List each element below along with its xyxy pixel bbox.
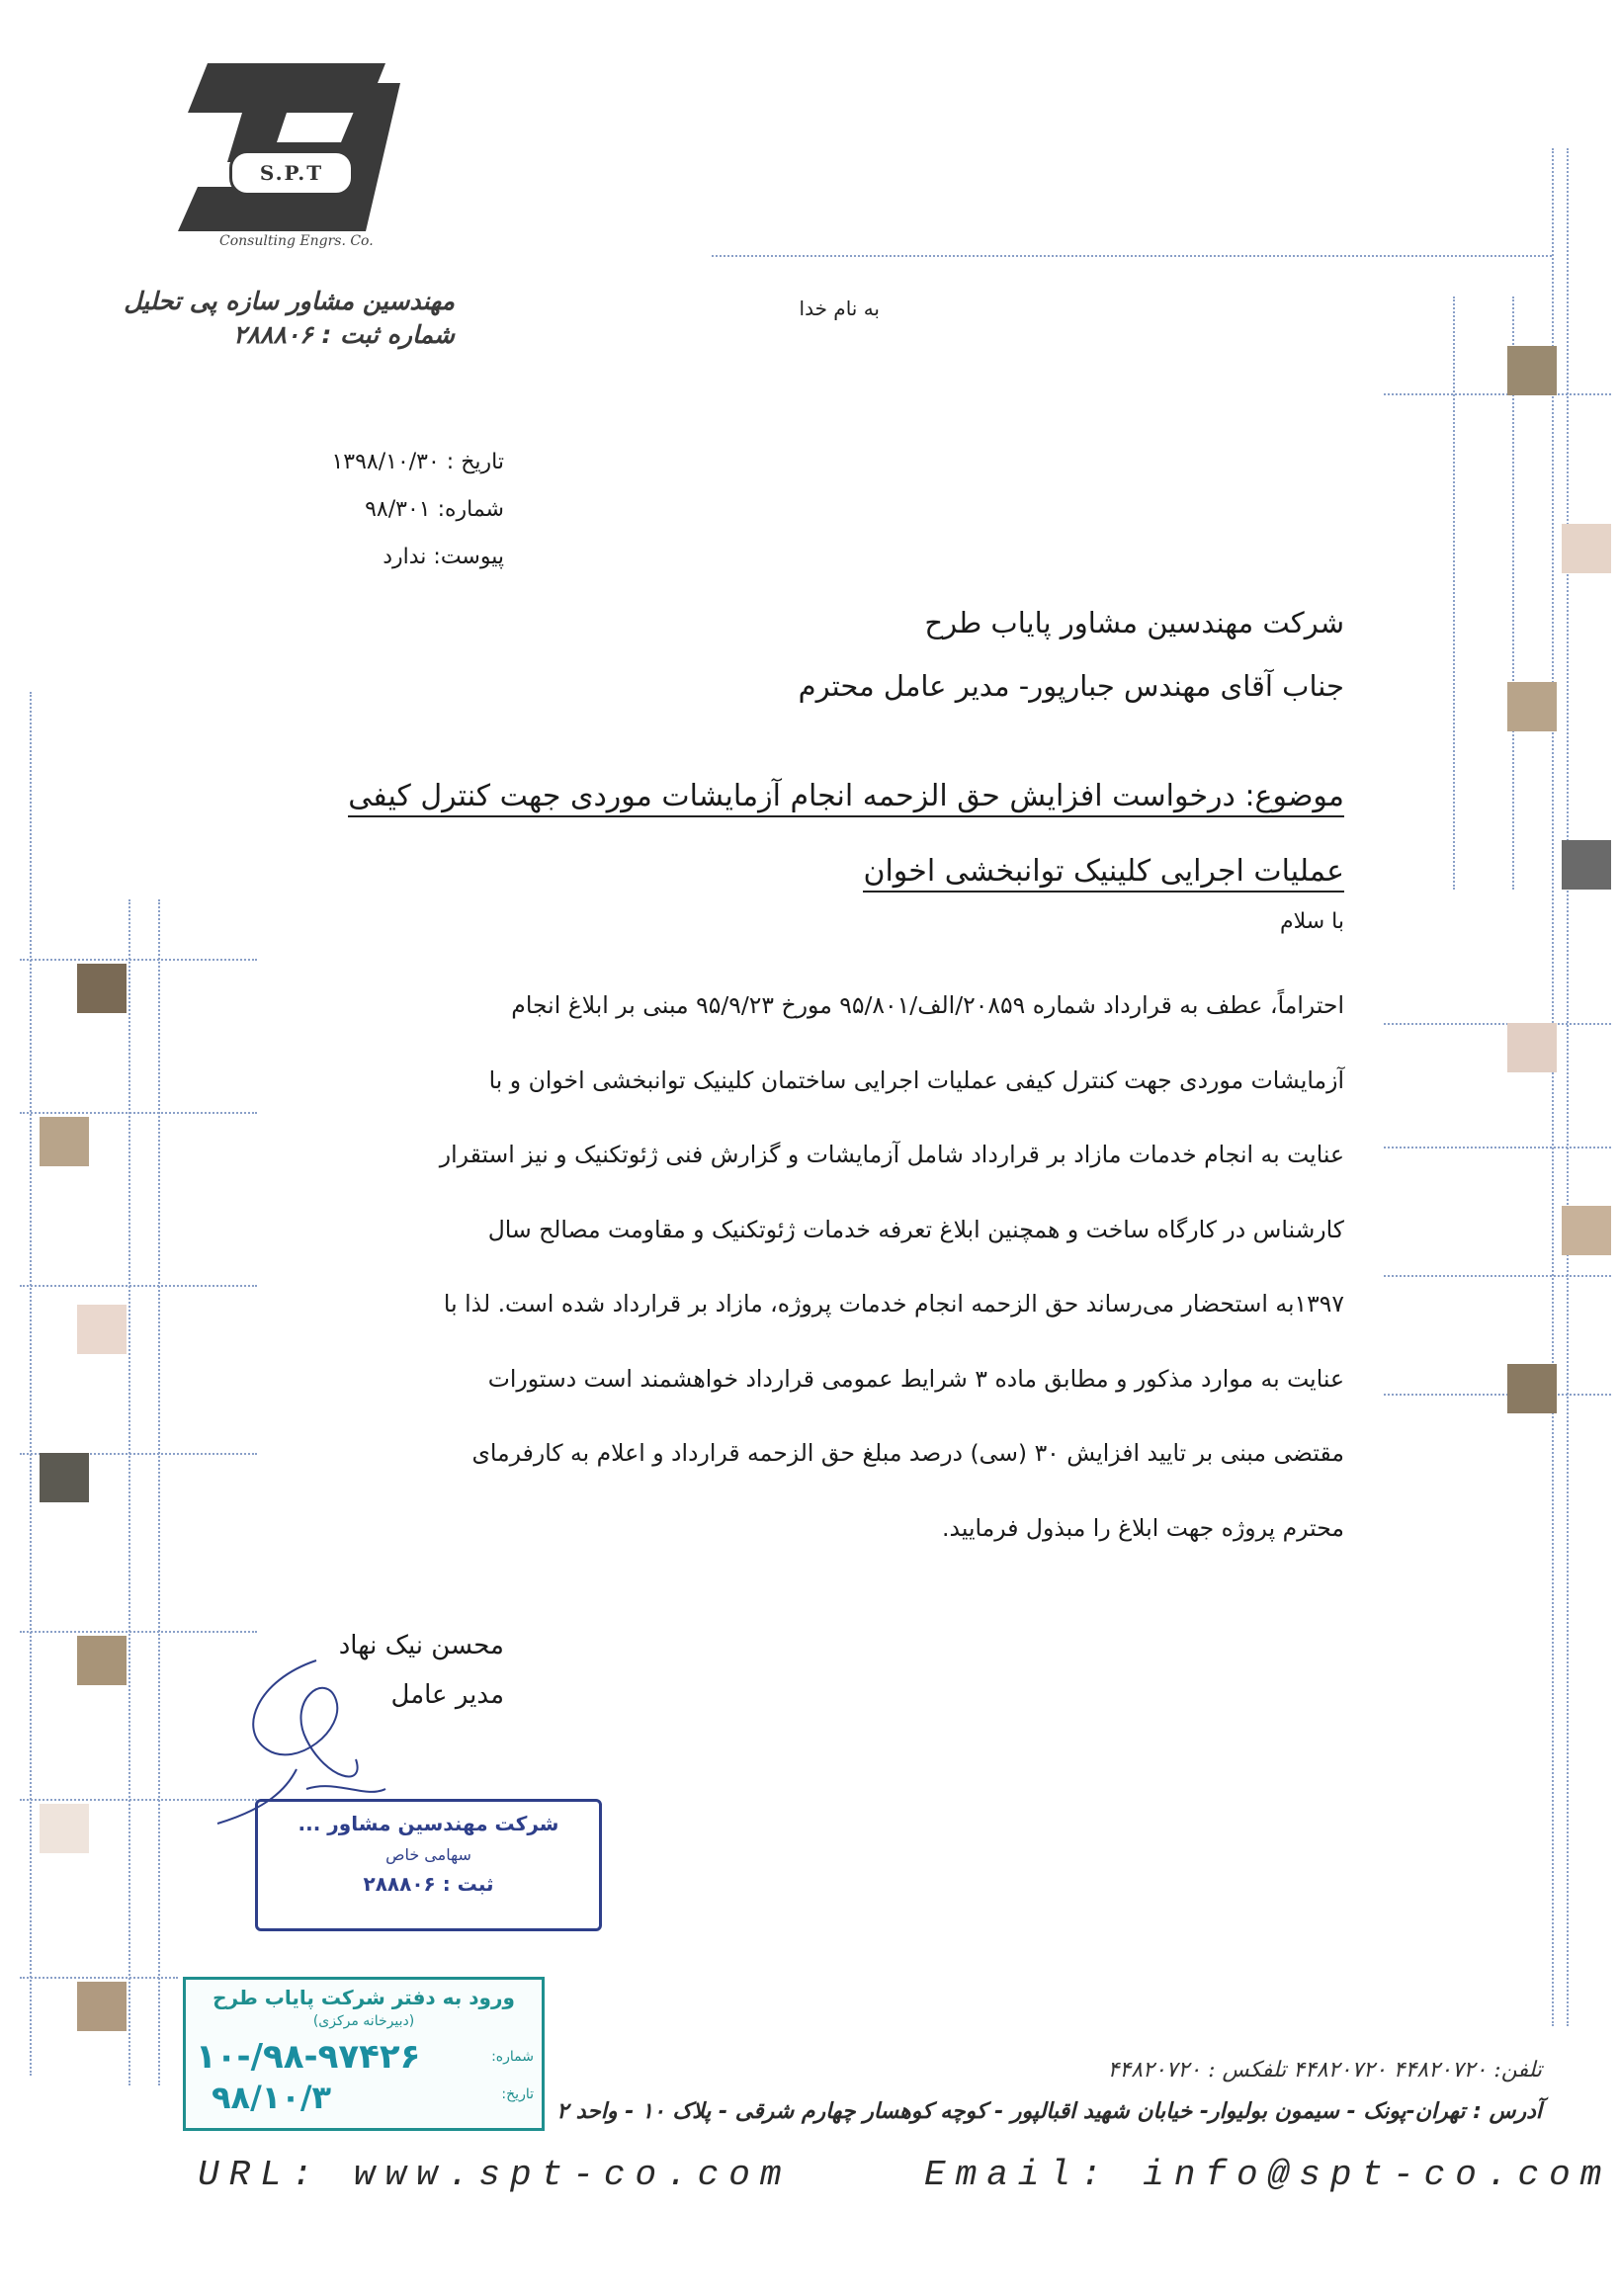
company-registration: شماره ثبت : ۲۸۸۸۰۶ [233, 320, 455, 349]
body-line: کارشناس در کارگاه ساخت و همچنین ابلاغ تعرفه خدمات ژئوتکنیک و مقاومت مصالح سال [487, 1215, 1344, 1243]
letter-number: شماره: ۹۸/۳۰۱ [365, 497, 504, 522]
body-line: عنایت به موارد مذکور و مطابق ماده ۳ شرایط عمومی قرارداد خواهشمند است دستورات [487, 1364, 1344, 1393]
body-line: آزمایشات موردی جهت کنترل کیفی عملیات اجرایی ساختمان کلینیک توانبخشی اخوان و با [488, 1065, 1344, 1094]
received-heading: ورود به دفتر شرکت پایاب طرح [213, 1986, 515, 2009]
letter-attachment: پیوست: ندارد [383, 545, 504, 569]
greeting: با سلام [1279, 909, 1344, 934]
logo-tagline: Consulting Engrs. Co. [219, 233, 374, 249]
subject [237, 759, 1344, 909]
bismillah: به نام خدا [799, 297, 880, 320]
company-logo [168, 63, 405, 261]
seal-type: سهامی خاص [385, 1845, 471, 1864]
received-subheading: (دبیرخانه مرکزی) [312, 2013, 415, 2029]
signer-title: مدیر عامل [390, 1680, 504, 1710]
addressee [494, 591, 1344, 718]
received-date-value: ۹۸/۱۰/۳ [212, 2079, 332, 2116]
subject-line-1: موضوع: درخواست افزایش حق الزحمه انجام آزمایشات موردی جهت کنترل کیفی [348, 779, 1344, 817]
signer-block [247, 1621, 504, 1720]
addressee-company: شرکت مهندسین مشاور پایاب طرح [924, 606, 1344, 639]
letter-meta [178, 439, 504, 581]
company-seal-stamp [255, 1799, 602, 1931]
body-line: احتراماً، عطف به قرارداد شماره ۲۰۸۵۹/الف/۹۵/۸۰۱ مورخ ۹۵/۹/۲۳ مبنی بر ابلاغ انجام [511, 991, 1344, 1019]
body-line: ۱۳۹۷به استحضار می‌رساند حق الزحمه انجام خدمات پروژه، مازاد بر قرارداد شده است. لذا با [443, 1290, 1344, 1318]
company-header [99, 285, 455, 352]
addressee-person: جناب آقای مهندس جبارپور- مدیر عامل محترم [798, 669, 1344, 703]
received-number-label: شماره: [491, 2049, 534, 2065]
footer-address: آدرس : تهران-پونک - سیمون بولیوار- خیابان شهید اقبالپور - کوچه کوهسار چهارم شرقی - پلاک ۱۰ - واحد ۲ [556, 2099, 1542, 2124]
letter-date: تاریخ : ۱۳۹۸/۱۰/۳۰ [331, 450, 504, 474]
received-number-value: ۱۰-/۹۸-۹۷۴۲۶ [196, 2037, 421, 2077]
seal-registration: ثبت : ۲۸۸۸۰۶ [363, 1872, 494, 1896]
body-line: مقتضی مبنی بر تایید افزایش ۳۰ (سی) درصد مبلغ حق الزحمه قرارداد و اعلام به کارفرمای [471, 1439, 1344, 1467]
logo-mark: S.P.T [229, 150, 354, 196]
body-line: عنایت به انجام خدمات مازاد بر قرارداد شامل آزمایشات و گزارش فنی ژئوتکنیک و نیز استقرار [439, 1141, 1344, 1168]
footer-url: URL: www.spt-co.com [198, 2155, 792, 2195]
body-line: محترم پروژه جهت ابلاغ را مبذول فرمایید. [942, 1513, 1344, 1542]
footer-email: Email: info@spt-co.com [924, 2155, 1612, 2195]
signer-name: محسن نیک نهاد [338, 1631, 504, 1660]
company-name: مهندسین مشاور سازه پی تحلیل [124, 287, 455, 315]
subject-line-2: عملیات اجرایی کلینیک توانبخشی اخوان [863, 854, 1344, 893]
letter-body [237, 969, 1344, 1566]
received-date-label: تاریخ: [501, 2086, 534, 2102]
footer-phone: تلفن: ۴۴۸۲۰۷۲۰ ۴۴۸۲۰۷۲۰ تلفکس : ۴۴۸۲۰۷۲۰ [1107, 2058, 1542, 2083]
seal-company: شرکت مهندسین مشاور ... [298, 1812, 559, 1835]
